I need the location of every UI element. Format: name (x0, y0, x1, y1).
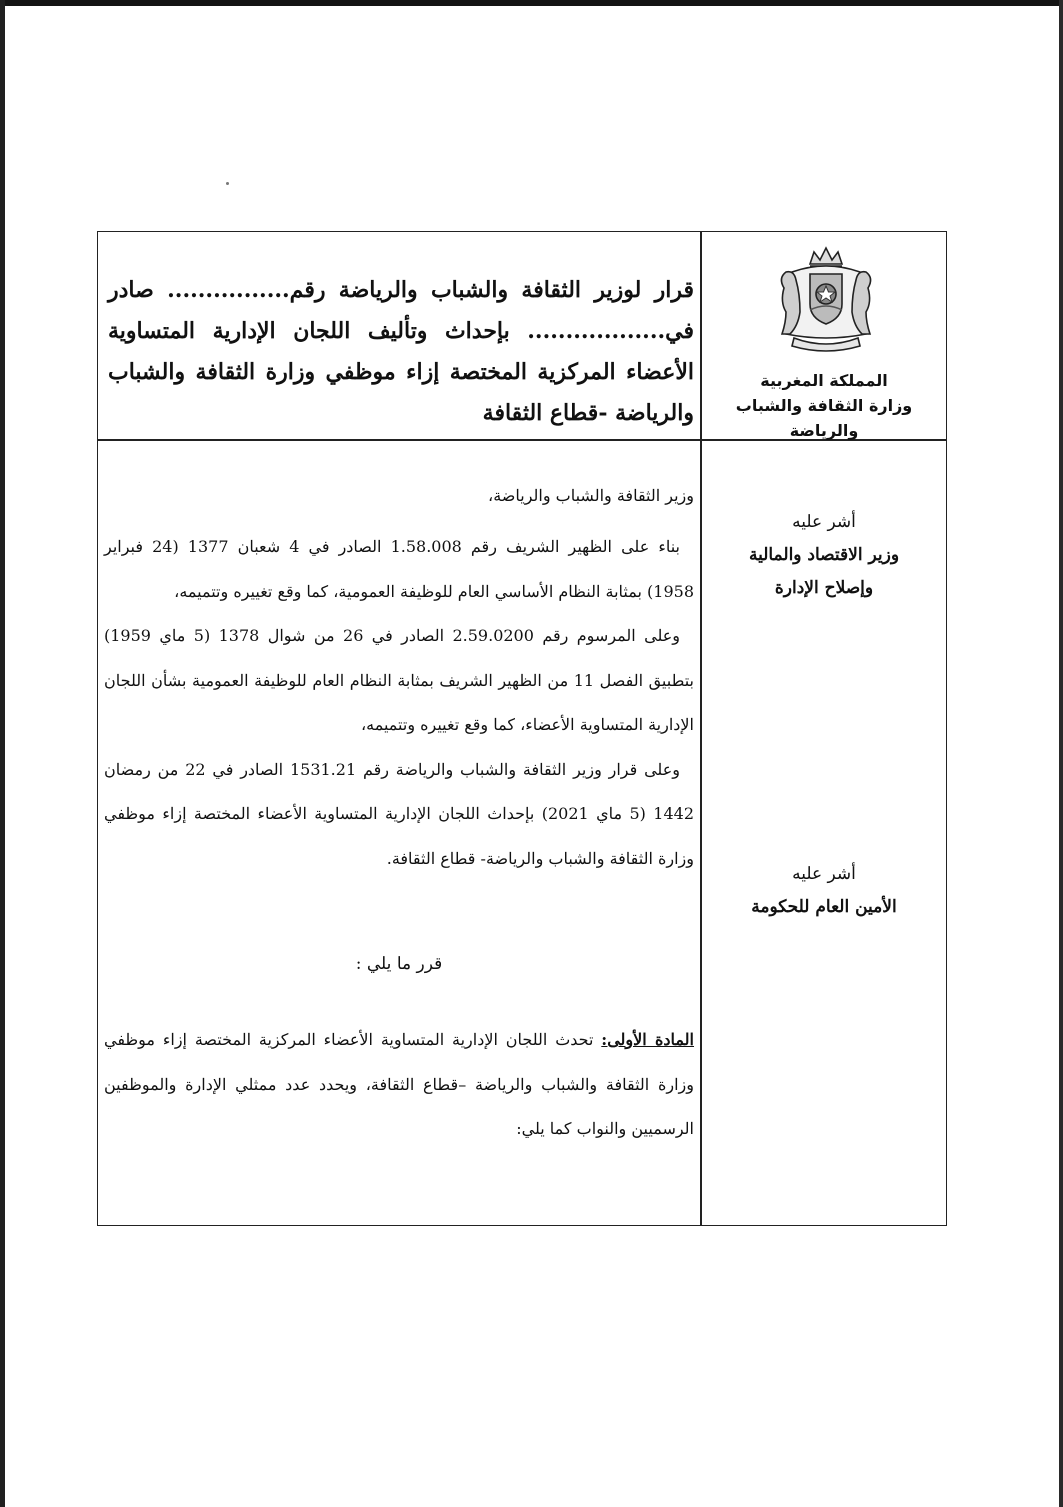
scan-edge-right (1059, 0, 1063, 1507)
ministry-name: وزارة الثقافة والشباب والرياضة (735, 396, 913, 440)
decree-title: قرار لوزير الثقافة والشباب والرياضة رقم................ صادر في.................. بإحداث وتأليف اللجان الإدارية المتساوية الأعضاء المركزية المختصة إزاء موظفي وزارة الثقافة والشباب والرياضة -قطاع الثقافة (108, 277, 694, 426)
approval-finance-minister (710, 506, 938, 605)
approval-authority-line1: الأمين العام للحكومة (751, 897, 897, 917)
scan-edge-top (0, 0, 1063, 6)
article-one-text: تحدث اللجان الإدارية المتساوية الأعضاء المركزية المختصة إزاء موظفي وزارة الثقافة والشباب والرياضة –قطاع الثقافة، ويحدد عدد ممثلي الإدارة والموظفين الرسميين والنواب كما يلي: (104, 1030, 694, 1138)
scan-speck (226, 182, 229, 185)
legal-basis-paragraph-3: وعلى قرار وزير الثقافة والشباب والرياضة رقم 1531.21 الصادر في 22 من رمضان 1442 (5 ماي 2021) بإحداث اللجان الإدارية المتساوية الأعضاء المختصة إزاء موظفي وزارة الثقافة والشباب والرياضة- قطاع الثقافة. (104, 759, 695, 868)
legal-basis-paragraph-2: وعلى المرسوم رقم 2.59.0200 الصادر في 26 من شوال 1378 (5 ماي 1959) بتطبيق الفصل 11 من الظهير الشريف بمثابة النظام العام للوظيفة العمومية بشأن اللجان الإدارية المتساوية الأعضاء، كما وقع تغييره وتتميمه، (104, 626, 694, 734)
scan-edge-left (0, 0, 5, 1507)
table-column-divider (700, 231, 702, 1226)
article-one (104, 1018, 694, 1152)
approval-authority-line1: وزير الاقتصاد والمالية (748, 545, 900, 565)
kingdom-name: المملكة المغربية (760, 371, 888, 390)
legal-basis-paragraph-1: بناء على الظهير الشريف رقم 1.58.008 الصادر في 4 شعبان 1377 (24 فبراير 1958) بمثابة النظام الأساسي العام للوظيفة العمومية، كما وقع تغييره وتتميمه، (104, 537, 694, 601)
approval-label: أشر عليه (792, 512, 856, 532)
article-one-heading: المادة الأولى: (601, 1030, 695, 1049)
approval-authority-line2: وإصلاح الإدارة (774, 578, 874, 598)
decision-heading: قرر ما يلي : (355, 954, 443, 974)
approval-secretary-general (710, 858, 938, 924)
coat-of-arms-emblem (770, 242, 882, 354)
minister-heading: وزير الثقافة والشباب والرياضة، (488, 486, 694, 505)
issuing-authority (706, 368, 942, 443)
decree-body (104, 485, 694, 1152)
approval-label: أشر عليه (792, 864, 856, 884)
